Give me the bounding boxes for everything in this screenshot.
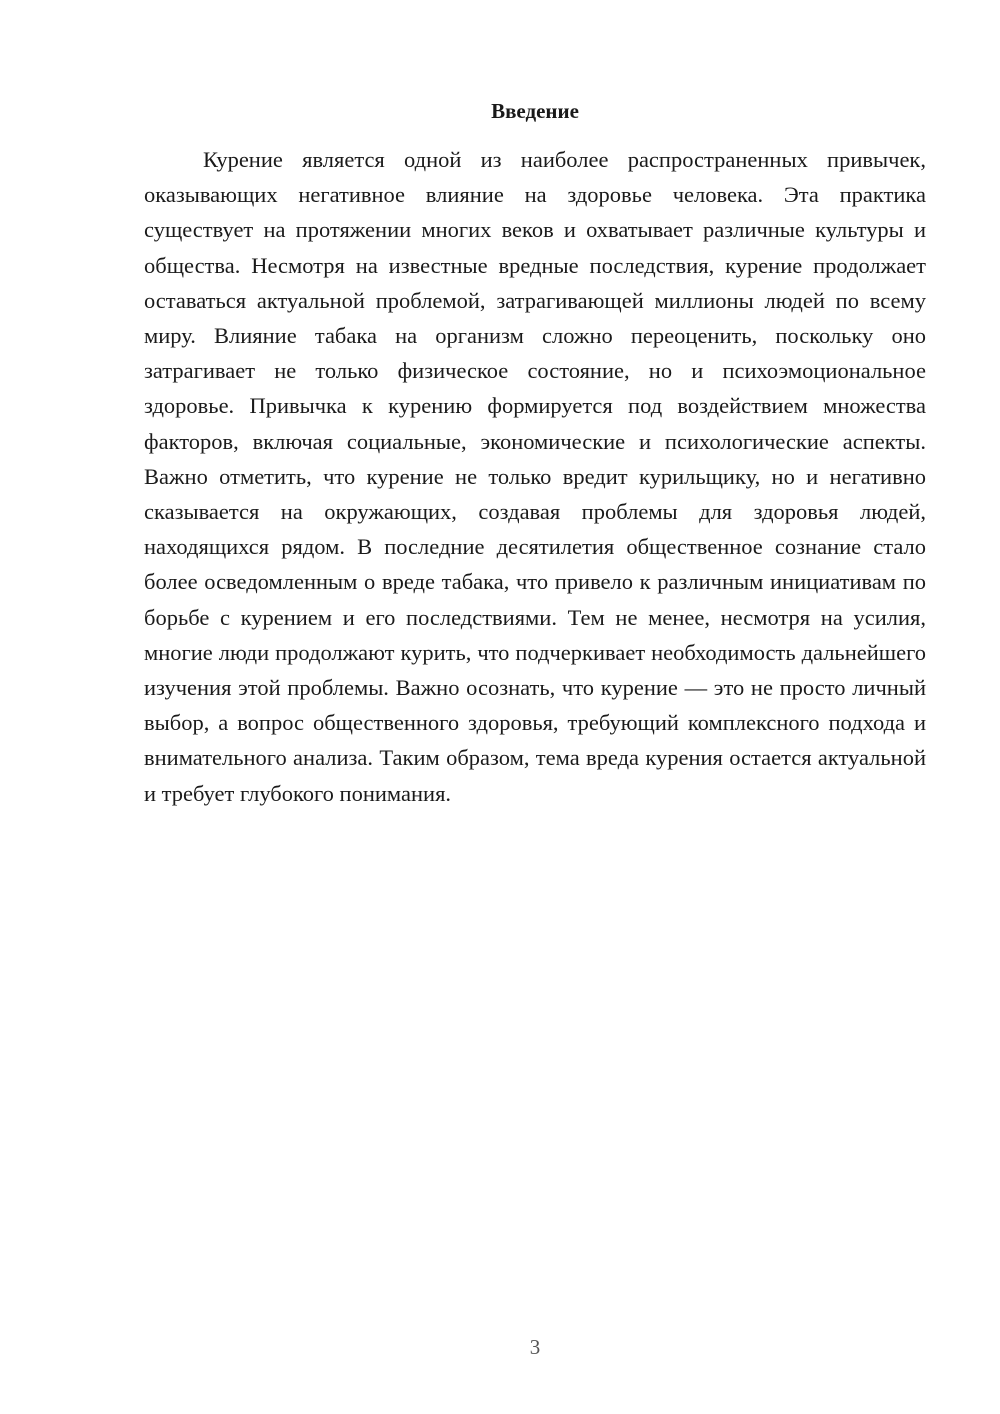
page-number: 3 [529, 1335, 541, 1359]
body-paragraph: Курение является одной из наиболее распространенных привычек, оказывающих негативное влияние на здоровье человека. Эта практика существует на протяжении многих веков и охватывает различные культуры и общества. Несмотря на известные вредные последствия, курение продолжает оставаться актуальной проблемой, затрагивающей миллионы людей по всему миру. Влияние табака на организм сложно переоценить, поскольку оно затрагивает не только физическое состояние, но и психоэмоциональное здоровье. Привычка к курению формируется под воздействием множества факторов, включая социальные, экономические и психологические аспекты. Важно отметить, что курение не только вредит курильщику, но и негативно сказывается на окружающих, создавая проблемы для здоровья людей, находящихся рядом. В последние десятилетия общественное сознание стало более осведомленным о вреде табака, что привело к различным инициативам по борьбе с курением и его последствиями. Тем не менее, несмотря на усилия, многие люди продолжают курить, что подчеркивает необходимость дальнейшего изучения этой проблемы. Важно осознать, что курение — это не просто личный выбор, а вопрос общественного здоровья, требующий комплексного подхода и внимательного анализа. Таким образом, тема вреда курения остается актуальной и требует глубокого понимания. [144, 147, 926, 806]
section-heading: Введение [491, 99, 579, 123]
